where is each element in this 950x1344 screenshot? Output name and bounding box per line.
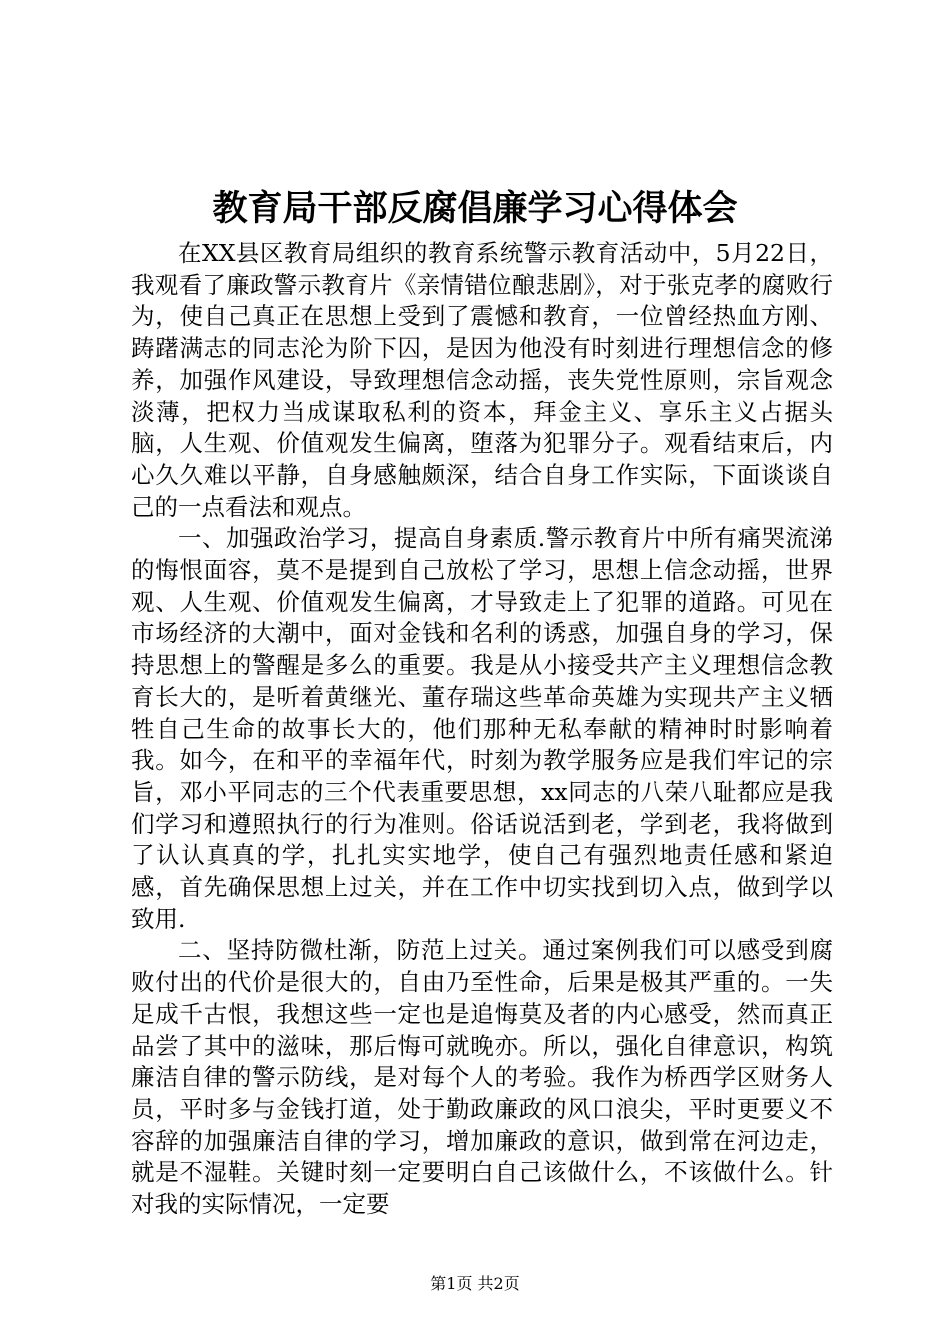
document-title: 教育局干部反腐倡廉学习心得体会 (212, 188, 738, 229)
page-footer: 第1页 共2页 (430, 1274, 520, 1293)
document-body (131, 238, 833, 1221)
paragraph-intro: 在XX县区教育局组织的教育系统警示教育活动中，5月22日，我观看了廉政警示教育片《亲情错位酿悲剧》，对于张克孝的腐败行为，使自己真正在思想上受到了震憾和教育，一位曾经热血方刚、踌躇满志的同志沦为阶下囚，是因为他没有时刻进行理想信念的修养，加强作风建设，导致理想信念动摇，丧失党性原则，宗旨观念淡薄，把权力当成谋取私利的资本，拜金主义、享乐主义占据头脑，人生观、价值观发生偏离，堕落为犯罪分子。观看结束后，内心久久难以平静，自身感触颇深，结合自身工作实际，下面谈谈自己的一点看法和观点。 (131, 239, 833, 521)
paragraph-section-2: 二、坚持防微杜渐，防范上过关。通过案例我们可以感受到腐败付出的代价是很大的，自由乃至性命，后果是极其严重的。一失足成千古恨，我想这些一定也是追悔莫及者的内心感受，然而真正品尝了其中的滋味，那后悔可就晚亦。所以，强化自律意识，构筑廉洁自律的警示防线，是对每个人的考验。我作为桥西学区财务人员，平时多与金钱打道，处于勤政廉政的风口浪尖，平时更要义不容辞的加强廉洁自律的学习，增加廉政的意识，做到常在河边走，就是不湿鞋。关键时刻一定要明白自己该做什么，不该做什么。针对我的实际情况，一定要 (131, 936, 833, 1219)
paragraph-section-1: 一、加强政治学习，提高自身素质.警示教育片中所有痛哭流涕的悔恨面容，莫不是提到自己放松了学习，思想上信念动摇，世界观、人生观、价值观发生偏离，才导致走上了犯罪的道路。可见在市场经济的大潮中，面对金钱和名利的诱惑，加强自身的学习，保持思想上的警醒是多么的重要。我是从小接受共产主义理想信念教育长大的，是听着黄继光、董存瑞这些革命英雄为实现共产主义牺牲自己生命的故事长大的，他们那种无私奉献的精神时时影响着我。如今，在和平的幸福年代，时刻为教学服务应是我们牢记的宗旨，邓小平同志的三个代表重要思想，xx同志的八荣八耻都应是我们学习和遵照执行的行为准则。俗话说活到老，学到老，我将做到了认认真真的学，扎扎实实地学，使自己有强烈地责任感和紧迫感，首先确保思想上过关，并在工作中切实找到切入点，做到学以致用. (131, 524, 833, 933)
